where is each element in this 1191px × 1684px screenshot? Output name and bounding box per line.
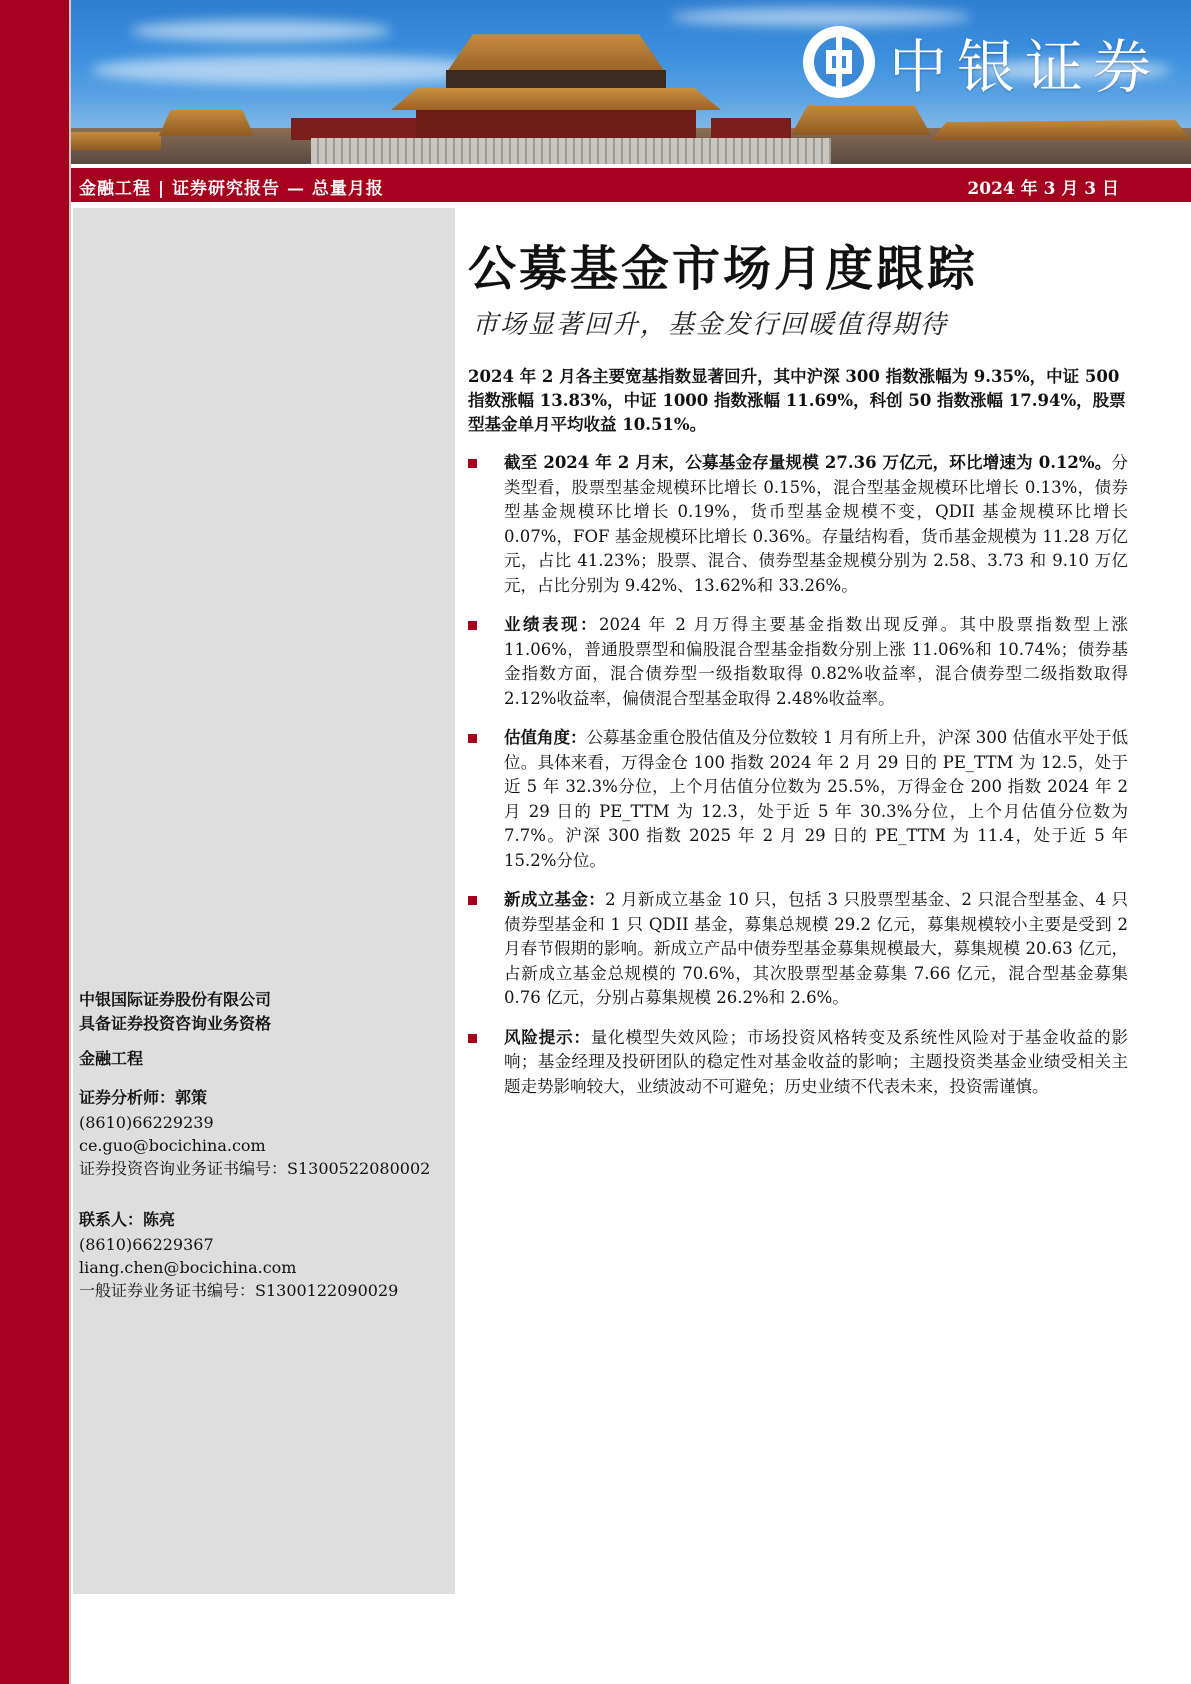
org-qualification: 具备证券投资咨询业务资格 xyxy=(79,1014,272,1033)
contact-email[interactable]: liang.chen@bocichina.com xyxy=(79,1258,297,1277)
key-point-body: 2024 年 2 月万得主要基金指数出现反弹。其中股票指数型上涨 11.06%，普通股票型和偏股混合型基金指数分别上涨 11.06%和 10.74%；债券基金指数方面，混合债券型一级指数取得 0.82%收益率，混合债券型二级指数取得 2.12%收益率，偏债混合型基金取得 2.48%收益率。 xyxy=(504,615,1128,708)
key-point-heading: 估值角度： xyxy=(504,728,587,747)
cloud xyxy=(131,20,391,42)
bullet-square-icon xyxy=(468,459,477,468)
key-point-heading: 新成立基金： xyxy=(504,890,606,909)
analyst-phone: (8610)66229239 xyxy=(79,1113,214,1132)
palace-wall xyxy=(711,118,791,140)
bullet-square-icon xyxy=(468,896,477,905)
key-point-body: 量化模型失效风险；市场投资风格转变及系统性风险对于基金收益的影响；基金经理及投研团队的稳定性对基金收益的影响；主题投资类基金业绩受相关主题走势影响较大，业绩波动不可避免；历史业绩不代表未来，投资需谨慎。 xyxy=(504,1027,1129,1096)
key-point-body: 分类型看，股票型基金规模环比增长 0.15%，混合型基金规模环比增长 0.13%，债券型基金规模环比增长 0.19%，货币型基金规模不变，QDII 基金规模环比增长 0.07%，FOF 基金规模环比增长 0.36%。存量结构看，货币基金规模为 11.28 万亿元，占比 41.23%；股票、混合、债券型基金规模分别为 2.58、3.73 和 9.10 万亿元，占比分别为 9.42%、13.62%和 33.26%。 xyxy=(504,453,1128,595)
summary-paragraph: 2024 年 2 月各主要宽基指数显著回升，其中沪深 300 指数涨幅为 9.35%，中证 500 指数涨幅 13.83%，中证 1000 指数涨幅 11.69%，科创 50 指数涨幅 17.94%，股票型基金单月平均收益 10.51%。 xyxy=(468,367,1126,434)
report-subtitle: 市场显著回升，基金发行回暖值得期待 xyxy=(472,310,949,340)
boc-logo-icon xyxy=(803,26,875,98)
report-header-strip xyxy=(71,166,1191,202)
key-point-heading: 截至 2024 年 2 月末，公募基金存量规模 27.36 万亿元，环比增速为 0.12%。 xyxy=(504,453,1112,472)
bullet-square-icon xyxy=(468,1034,477,1043)
key-point-heading: 风险提示： xyxy=(504,1027,591,1047)
contact-cert: 一般证券业务证书编号：S1300122090029 xyxy=(79,1281,399,1300)
left-bar-divider xyxy=(69,0,71,1684)
key-point-performance xyxy=(468,613,1128,711)
balustrade xyxy=(311,138,831,164)
key-points-list xyxy=(468,451,1128,1114)
key-point-fund-size xyxy=(468,451,1128,598)
key-point-body: 2 月新成立基金 10 只，包括 3 只股票型基金、2 只混合型基金、4 只债券型基金和 1 只 QDII 基金，募集总规模 29.2 亿元，募集规模较小主要是受到 2 月春节假期的影响。新成立产品中债券型基金募集规模最大，募集规模 20.63 亿元，占新成立基金总规模的 70.6%，其次股票型基金募集 7.66 亿元，混合型基金募集 0.76 亿元，分别占募集规模 26.2%和 2.6%。 xyxy=(504,890,1129,1007)
department: 金融工程 xyxy=(79,1049,144,1068)
cover-banner-image xyxy=(71,0,1191,164)
side-roof xyxy=(71,132,161,150)
side-roof xyxy=(791,105,931,135)
bullet-square-icon xyxy=(468,734,477,743)
key-point-heading: 业绩表现： xyxy=(504,615,599,634)
key-point-body: 公募基金重仓股估值及分位数较 1 月有所上升，沪深 300 估值水平处于低位。具体来看，万得金仓 100 指数 2024 年 2 月 29 日的 PE_TTM 为 12.5，处于近 5 年 32.3%分位，上个月估值分位数为 25.5%，万得金仓 200 指数 2024 年 2 月 29 日的 PE_TTM 为 12.3，处于近 5 年 30.3%分位，上个月估值分位数为 7.7%。沪深 300 指数 2025 年 2 月 29 日的 PE_TTM 为 11.4，处于近 5 年 15.2%分位。 xyxy=(504,728,1128,870)
hall-body xyxy=(416,110,696,140)
analyst-name: 证券分析师：郭策 xyxy=(79,1088,208,1107)
boc-securities-logo xyxy=(803,20,1161,104)
contact-phone: (8610)66229367 xyxy=(79,1235,214,1254)
report-date: 2024 年 3 月 3 日 xyxy=(967,179,1119,199)
analyst-email[interactable]: ce.guo@bocichina.com xyxy=(79,1136,266,1155)
side-roof xyxy=(931,120,1191,140)
key-point-valuation xyxy=(468,726,1128,873)
logo-text: 中银证券 xyxy=(888,33,1161,101)
palace-wall xyxy=(291,118,421,140)
hall-roof xyxy=(426,30,686,72)
key-point-new-funds xyxy=(468,888,1128,1011)
analyst-info xyxy=(79,1086,430,1180)
left-accent-bar xyxy=(0,0,69,1684)
bullet-square-icon xyxy=(468,621,477,630)
side-roof xyxy=(159,110,254,136)
report-category: 金融工程 | 证券研究报告 — 总量月报 xyxy=(79,179,384,199)
hall-body xyxy=(446,70,666,90)
hall-roof xyxy=(391,88,721,110)
org-info xyxy=(79,988,271,1036)
contact-info xyxy=(79,1208,398,1302)
org-name: 中银国际证券股份有限公司 xyxy=(79,990,272,1009)
contact-name: 联系人：陈亮 xyxy=(79,1210,176,1229)
sidebar-panel xyxy=(73,208,455,1594)
analyst-cert: 证券投资咨询业务证书编号：S1300522080002 xyxy=(79,1159,431,1178)
report-title: 公募基金市场月度跟踪 xyxy=(468,241,979,297)
key-point-risk xyxy=(468,1026,1128,1100)
